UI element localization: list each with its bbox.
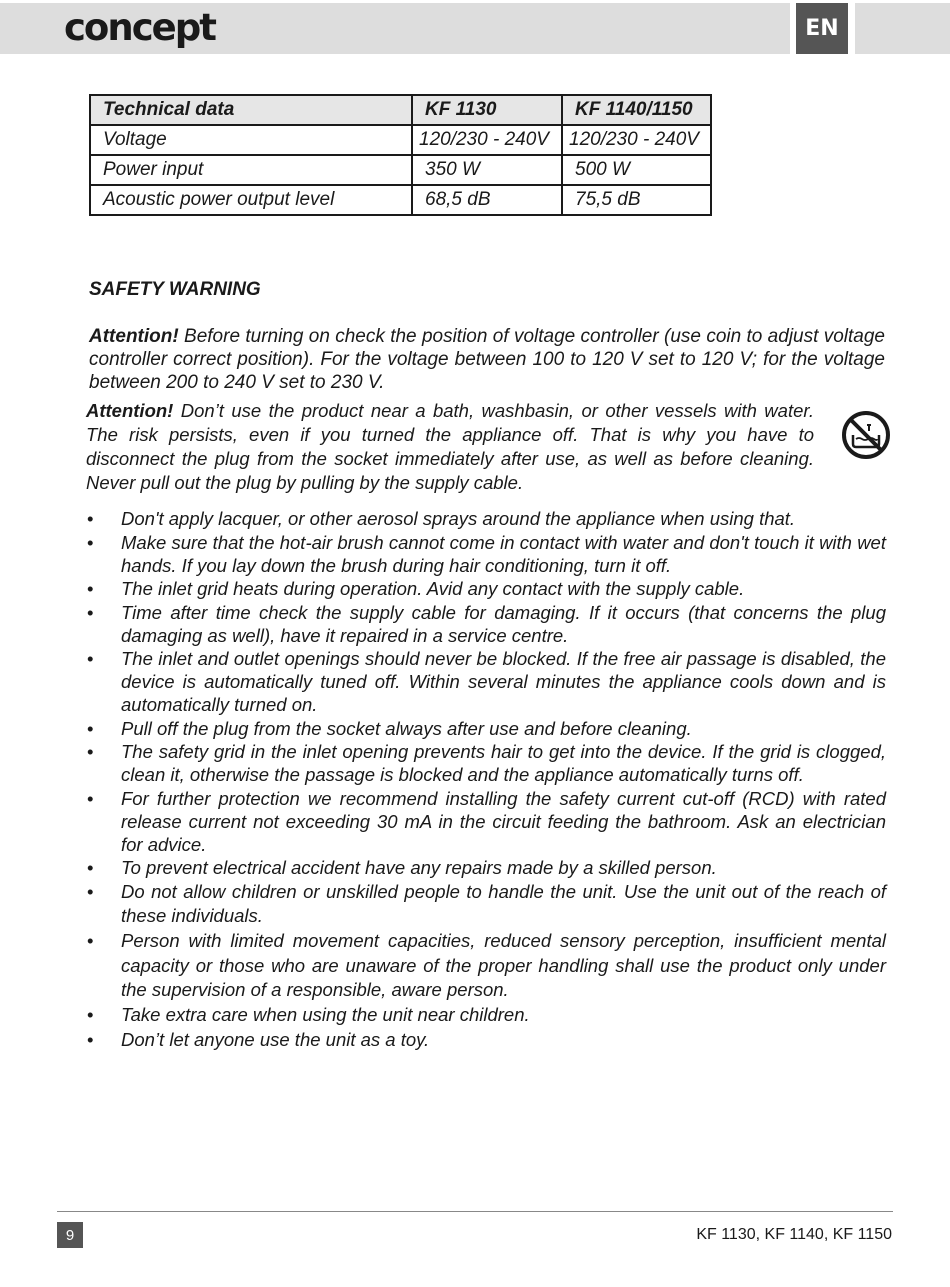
table-cell: 500 W [562,155,711,185]
table-header-cell: KF 1130 [412,95,562,125]
footer-divider [57,1211,893,1212]
list-item: • Do not allow children or unskilled people to handle the unit. Use the unit out of the reach of these individuals. [80,880,886,929]
table-cell: 120/230 - 240V [412,125,562,155]
table-header-cell: KF 1140/1150 [562,95,711,125]
table-cell: 68,5 dB [412,185,562,215]
list-item: • The inlet and outlet openings should never be blocked. If the free air passage is disabled, the device is automatically tuned off. Within several minutes the appliance cools down and is automatically turned on. [80,647,886,716]
attention-label: Attention! [89,326,179,347]
attention-label: Attention! [86,400,174,421]
list-item: • Pull off the plug from the socket always after use and before cleaning. [80,717,886,740]
table-cell: Voltage [90,125,412,155]
list-item: • The safety grid in the inlet opening prevents hair to get into the device. If the grid is clogged, clean it, otherwise the passage is blocked and the appliance automatically turns off. [80,740,886,786]
list-item: • Time after time check the supply cable for damaging. If it occurs (that concerns the plug damaging as well), have it repaired in a service centre. [80,601,886,647]
safety-bullet-list [80,507,886,1053]
table-header-cell: Technical data [90,95,412,125]
no-water-use-icon [840,409,892,461]
technical-data-table [89,94,712,216]
brand-logo: concept [64,6,215,49]
paragraph-text: Don’t use the product near a bath, washbasin, or other vessels with water. The risk persists, even if you turned the appliance off. That is why you have to disconnect the plug from the socket immediately after use, as well as before cleaning. Never pull out the plug by pulling by the supply cable. [86,400,814,493]
table-header-row [90,95,711,125]
list-item: • Person with limited movement capacities, reduced sensory perception, insufficient mental capacity or those who are unaware of the proper handling shall use the product only under the supervision of a responsible, aware person. [80,929,886,1003]
page-number: 9 [57,1222,83,1248]
table-row [90,155,711,185]
list-item: • Make sure that the hot-air brush cannot come in contact with water and don't touch it with wet hands. If you lay down the brush during hair conditioning, turn it off. [80,531,886,577]
footer-model-list: KF 1130, KF 1140, KF 1150 [696,1226,892,1243]
table-row [90,185,711,215]
table-cell: Acoustic power output level [90,185,412,215]
attention-paragraph [86,399,814,495]
attention-paragraph [89,325,885,394]
list-item: • For further protection we recommend installing the safety current cut-off (RCD) with rated release current not exceeding 30 mA in the circuit feeding the bathroom. Ask an electrician for advice. [80,787,886,856]
table-cell: 75,5 dB [562,185,711,215]
language-badge: EN [796,3,848,54]
section-title: SAFETY WARNING [89,279,261,300]
list-item: • Don't apply lacquer, or other aerosol sprays around the appliance when using that. [80,507,886,530]
table-cell: 350 W [412,155,562,185]
list-item: • Take extra care when using the unit near children. [80,1003,886,1028]
paragraph-text: Before turning on check the position of voltage controller (use coin to adjust voltage controller correct position). For the voltage between 100 to 120 V set to 120 V; for the voltage between 200 to 240 V set to 230 V. [89,326,885,393]
table-cell: 120/230 - 240V [562,125,711,155]
list-item: • To prevent electrical accident have any repairs made by a skilled person. [80,856,886,879]
table-cell: Power input [90,155,412,185]
list-item: • The inlet grid heats during operation. Avid any contact with the supply cable. [80,577,886,600]
header-bar-right [855,3,950,54]
table-row [90,125,711,155]
list-item: • Don’t let anyone use the unit as a toy. [80,1028,886,1053]
